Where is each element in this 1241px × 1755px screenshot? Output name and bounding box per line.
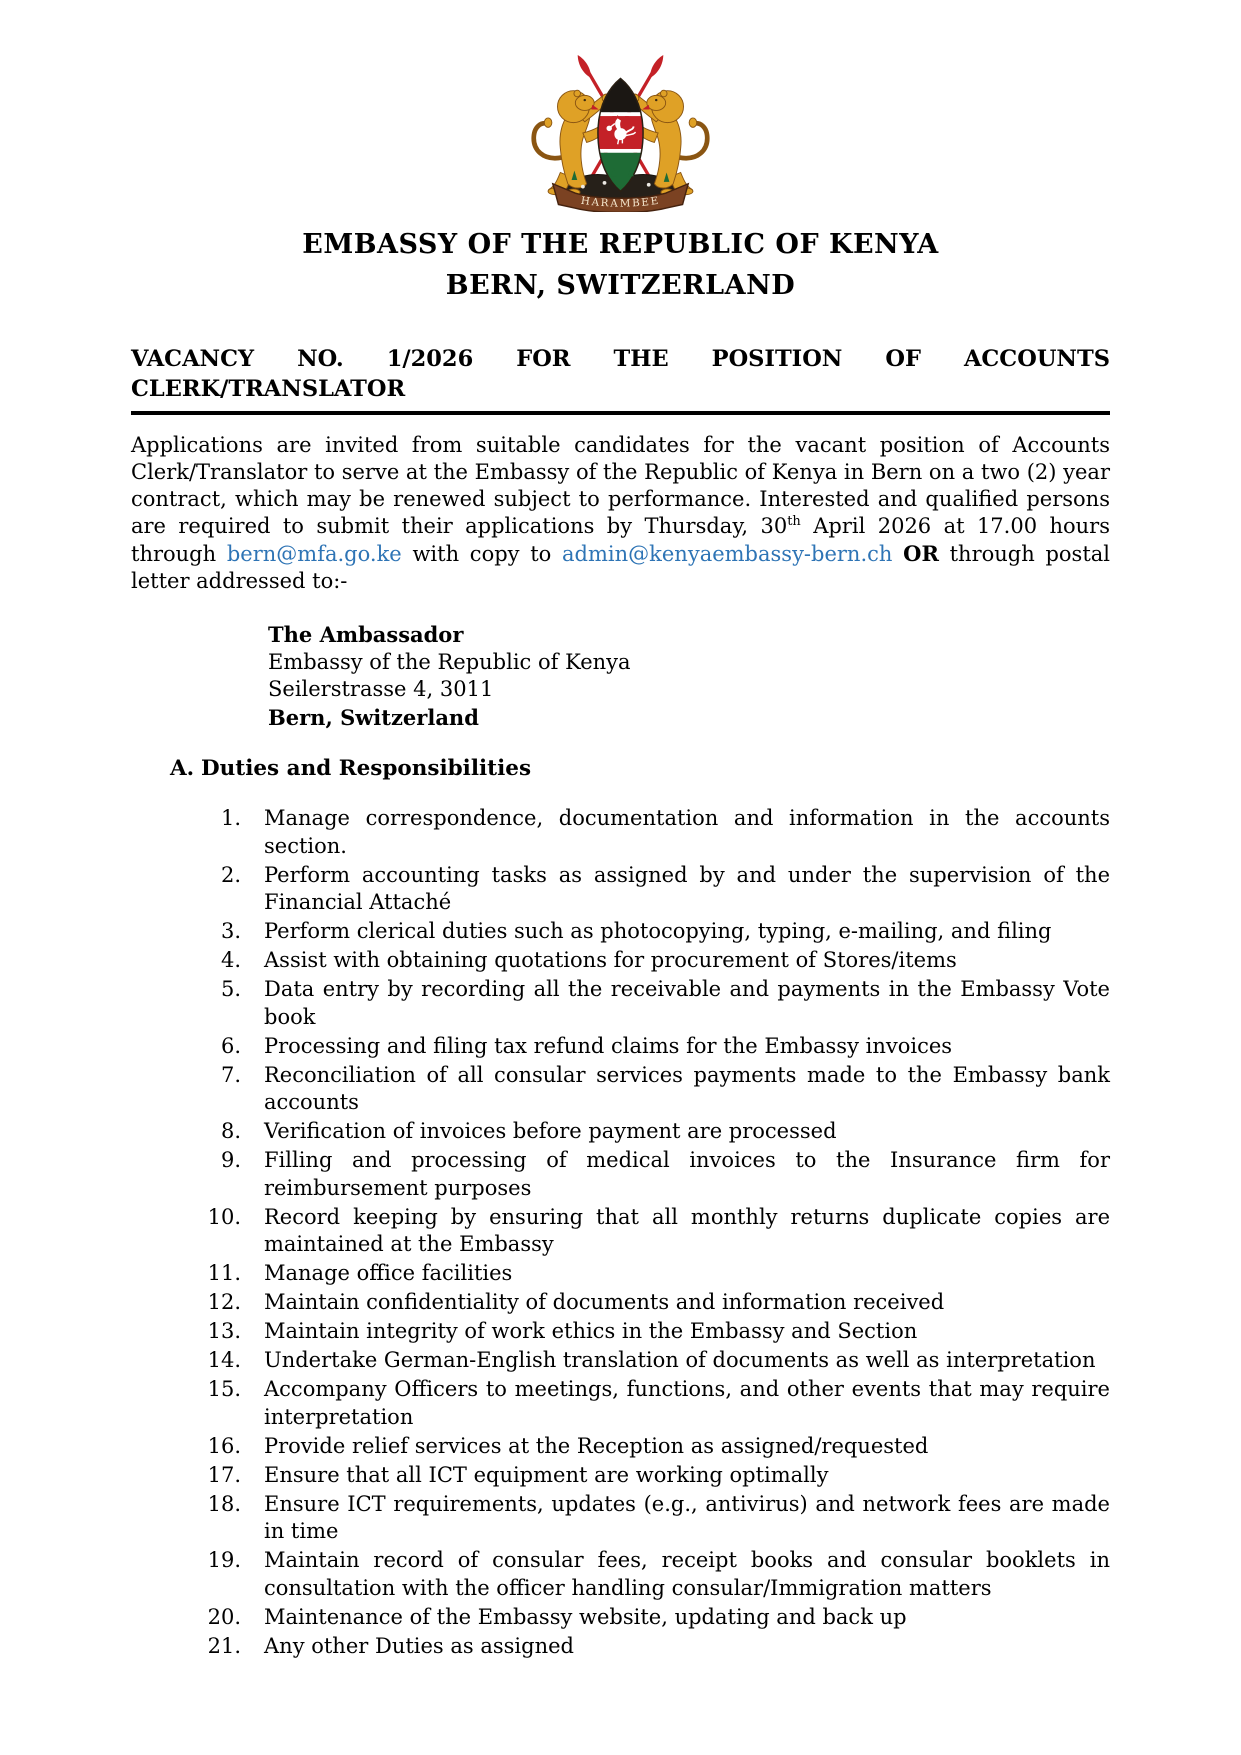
duty-number: 6. <box>220 1033 241 1058</box>
duty-item <box>131 1604 1110 1632</box>
duty-item <box>131 1633 1110 1661</box>
duty-number: 11. <box>207 1261 241 1285</box>
duty-item <box>131 947 1110 975</box>
intro-paragraph <box>131 432 1110 595</box>
duty-text: Record keeping by ensuring that all monthly returns duplicate copies are maintained at the Embassy <box>264 1204 1110 1256</box>
vacancy-heading: VACANCY NO. 1/2026 FOR THE POSITION OF ACCOUNTS CLERK/TRANSLATOR <box>131 344 1110 415</box>
duty-item <box>131 1204 1110 1259</box>
duties-section-heading <box>170 754 1110 784</box>
duty-number: 14. <box>207 1348 241 1372</box>
duty-number: 10. <box>207 1204 241 1229</box>
duty-text: Manage correspondence, documentation and information in the accounts section. <box>264 806 1110 858</box>
duty-text: Any other Duties as assigned <box>264 1633 574 1658</box>
address-line: Seilerstrasse 4, 3011 <box>268 677 494 701</box>
duty-item <box>131 1118 1110 1146</box>
duty-number: 15. <box>207 1377 241 1401</box>
duty-number: 7. <box>220 1062 241 1087</box>
email-link-copy[interactable]: admin@kenyaembassy-bern.ch <box>562 542 893 566</box>
duty-number: 3. <box>220 919 241 943</box>
duty-item <box>131 862 1110 917</box>
duty-number: 8. <box>220 1119 241 1143</box>
duty-item <box>131 1376 1110 1431</box>
intro-run: through postal letter addressed to:- <box>131 542 1110 593</box>
duty-text: Accompany Officers to meetings, functions, and other events that may require interpretation <box>264 1377 1110 1429</box>
kenya-coat-of-arms-icon <box>517 54 724 212</box>
embassy-location: BERN, SWITZERLAND <box>445 270 796 301</box>
postal-address <box>268 621 1110 731</box>
duty-text: Maintain record of consular fees, receipt books and consular booklets in consultation with the officer handling consular/Immigration matters <box>264 1548 1110 1600</box>
duty-item <box>131 1491 1110 1546</box>
duty-text: Ensure ICT requirements, updates (e.g., antivirus) and network fees are made in time <box>264 1491 1110 1543</box>
embassy-title-block <box>131 224 1110 306</box>
duty-number: 2. <box>220 862 241 887</box>
duty-text: Verification of invoices before payment are processed <box>264 1119 837 1143</box>
duty-number: 21. <box>207 1633 241 1658</box>
duty-text: Manage office facilities <box>264 1261 513 1285</box>
duty-text: Assist with obtaining quotations for procurement of Stores/items <box>264 948 957 972</box>
duty-item <box>131 918 1110 946</box>
duty-text: Provide relief services at the Reception as assigned/requested <box>264 1433 929 1458</box>
duty-item <box>131 1033 1110 1061</box>
duty-number: 18. <box>207 1491 241 1516</box>
embassy-title: EMBASSY OF THE REPUBLIC OF KENYA <box>302 229 939 260</box>
duty-number: 12. <box>207 1290 241 1314</box>
duty-number: 16. <box>207 1433 241 1458</box>
duty-item <box>131 976 1110 1031</box>
or-emphasis: OR <box>903 541 939 566</box>
duty-item <box>131 1147 1110 1202</box>
intro-run <box>892 542 903 566</box>
duty-text: Undertake German-English translation of documents as well as interpretation <box>264 1348 1096 1372</box>
email-link-primary[interactable]: bern@mfa.go.ke <box>226 542 402 566</box>
intro-run: with copy to <box>401 542 563 566</box>
section-title: Duties and Responsibilities <box>201 756 532 781</box>
duty-item <box>131 1433 1110 1461</box>
duties-list <box>131 805 1110 1660</box>
motto-text: HARAMBEE <box>580 194 661 210</box>
duty-item <box>131 1318 1110 1346</box>
duty-number: 9. <box>220 1148 241 1172</box>
address-line: Bern, Switzerland <box>268 704 479 730</box>
duty-text: Filling and processing of medical invoices to the Insurance firm for reimbursement purposes <box>264 1148 1110 1200</box>
ordinal-suffix: th <box>787 514 801 529</box>
duty-item <box>131 1260 1110 1288</box>
duty-number: 5. <box>220 977 241 1001</box>
duty-item <box>131 1347 1110 1375</box>
section-label: A. <box>170 756 195 781</box>
duty-text: Perform accounting tasks as assigned by and under the supervision of the Financial Attaché <box>264 862 1110 914</box>
duty-number: 13. <box>207 1319 241 1343</box>
duty-item <box>131 1547 1110 1602</box>
duty-text: Data entry by recording all the receivable and payments in the Embassy Vote book <box>264 977 1110 1029</box>
duty-number: 1. <box>220 806 241 830</box>
address-line: Embassy of the Republic of Kenya <box>268 649 631 674</box>
duty-number: 20. <box>207 1604 241 1629</box>
address-recipient: The Ambassador <box>268 622 464 647</box>
duty-text: Perform clerical duties such as photocopying, typing, e-mailing, and filing <box>264 919 1052 943</box>
duty-text: Maintain integrity of work ethics in the Embassy and Section <box>264 1319 918 1343</box>
duty-text: Maintain confidentiality of documents and information received <box>264 1290 945 1314</box>
duty-number: 4. <box>220 948 241 972</box>
duty-number: 17. <box>207 1462 241 1487</box>
duty-item <box>131 1289 1110 1317</box>
duty-item <box>131 805 1110 860</box>
duty-text: Reconciliation of all consular services payments made to the Embassy bank accounts <box>264 1062 1110 1114</box>
duty-text: Maintenance of the Embassy website, updating and back up <box>264 1604 907 1629</box>
intro-run: April 2026 at 17.00 hours through <box>131 514 1110 566</box>
intro-run: Applications are invited from suitable candidates for the vacant position of Accounts Clerk/Translator to serve at the Embassy of the Republic of Kenya in Bern on a two (2) year contract, which may be renewed subject to performance. Interested and qualified persons are required to submit their applications by Thursday, 30 <box>131 433 1110 538</box>
duty-text: Processing and filing tax refund claims for the Embassy invoices <box>264 1033 953 1058</box>
duty-number: 19. <box>207 1548 241 1572</box>
crest-container <box>131 54 1110 216</box>
duty-item <box>131 1462 1110 1490</box>
duty-text: Ensure that all ICT equipment are working optimally <box>264 1462 829 1487</box>
duty-item <box>131 1062 1110 1117</box>
